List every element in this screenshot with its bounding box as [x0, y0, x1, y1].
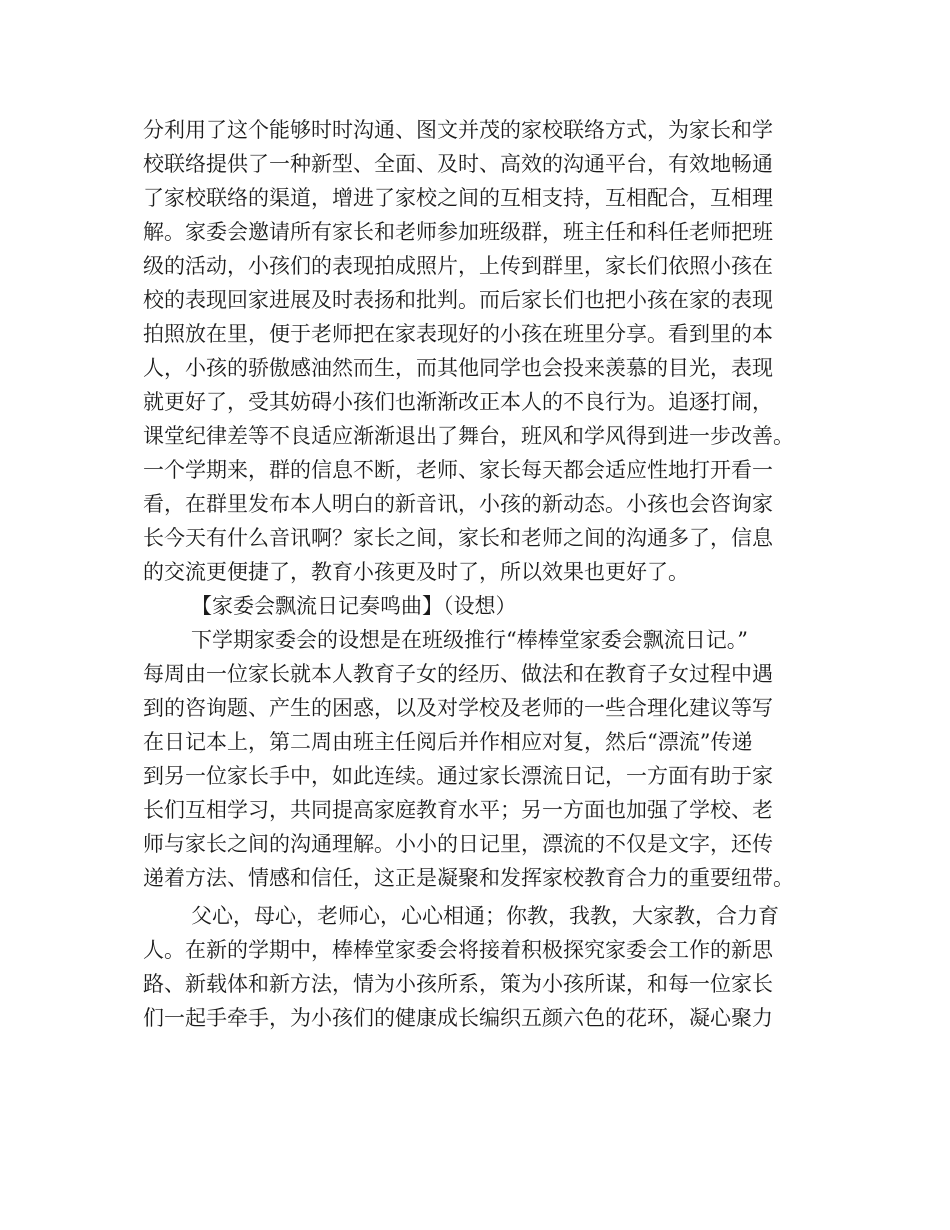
text-line: 到另一位家长手中，如此连续。通过家长漂流日记，一方面有助于家: [143, 764, 773, 788]
text-line: 路、新载体和新方法，情为小孩所系，策为小孩所谋，和每一位家长: [143, 972, 773, 996]
text-line: 课堂纪律差等不良适应渐渐退出了舞台，班风和学风得到进一步改善。: [143, 424, 794, 448]
text-line: 递着方法、情感和信任，这正是凝聚和发挥家校教育合力的重要纽带。: [143, 866, 794, 890]
text-line: 师与家长之间的沟通理解。小小的日记里，漂流的不仅是文字，还传: [143, 832, 773, 856]
body-text: [143, 113, 823, 1035]
text-line: 看，在群里发布本人明白的新音讯，小孩的新动态。小孩也会咨询家: [143, 492, 773, 516]
text-line: 每周由一位家长就本人教育子女的经历、做法和在教育子女过程中遇: [143, 662, 773, 686]
text-line: 级的活动，小孩们的表现拍成照片，上传到群里，家长们依照小孩在: [143, 254, 773, 278]
text-line: 父心，母心，老师心，心心相通；你教，我教，大家教，合力育: [191, 904, 779, 928]
text-line: 到的咨询题、产生的困惑，以及对学校及老师的一些合理化建议等写: [143, 696, 773, 720]
text-line: 的交流更便捷了，教育小孩更及时了，所以效果也更好了。: [143, 560, 689, 584]
text-line: 在日记本上，第二周由班主任阅后并作相应对复，然后“漂流”传递: [143, 730, 753, 754]
text-line: 人，小孩的骄傲感油然而生，而其他同学也会投来羡慕的目光，表现: [143, 356, 773, 380]
text-line: 解。家委会邀请所有家长和老师参加班级群，班主任和科任老师把班: [143, 220, 773, 244]
text-line: 了家校联络的渠道，增进了家校之间的互相支持，互相配合，互相理: [143, 186, 773, 210]
text-line: 就更好了，受其妨碍小孩们也渐渐改正本人的不良行为。追逐打闹，: [143, 390, 773, 414]
text-line: 长们互相学习，共同提高家庭教育水平；另一方面也加强了学校、老: [143, 798, 773, 822]
section-heading: 【家委会飘流日记奏鸣曲】（设想）: [191, 594, 517, 618]
text-line: 们一起手牵手，为小孩们的健康成长编织五颜六色的花环，凝心聚力: [143, 1006, 773, 1030]
text-line: 校联络提供了一种新型、全面、及时、高效的沟通平台，有效地畅通: [143, 152, 773, 176]
text-line: 下学期家委会的设想是在班级推行“棒棒堂家委会飘流日记。”: [191, 628, 748, 652]
text-line: 分利用了这个能够时时沟通、图文并茂的家校联络方式，为家长和学: [143, 118, 773, 142]
text-line: 人。在新的学期中，棒棒堂家委会将接着积极探究家委会工作的新思: [143, 938, 773, 962]
text-line: 校的表现回家进展及时表扬和批判。而后家长们也把小孩在家的表现: [143, 288, 773, 312]
text-line: 拍照放在里，便于老师把在家表现好的小孩在班里分享。看到里的本: [143, 322, 773, 346]
text-line: 一个学期来，群的信息不断，老师、家长每天都会适应性地打开看一: [143, 458, 773, 482]
text-line: 长今天有什么音讯啊？家长之间，家长和老师之间的沟通多了，信息: [143, 526, 773, 550]
